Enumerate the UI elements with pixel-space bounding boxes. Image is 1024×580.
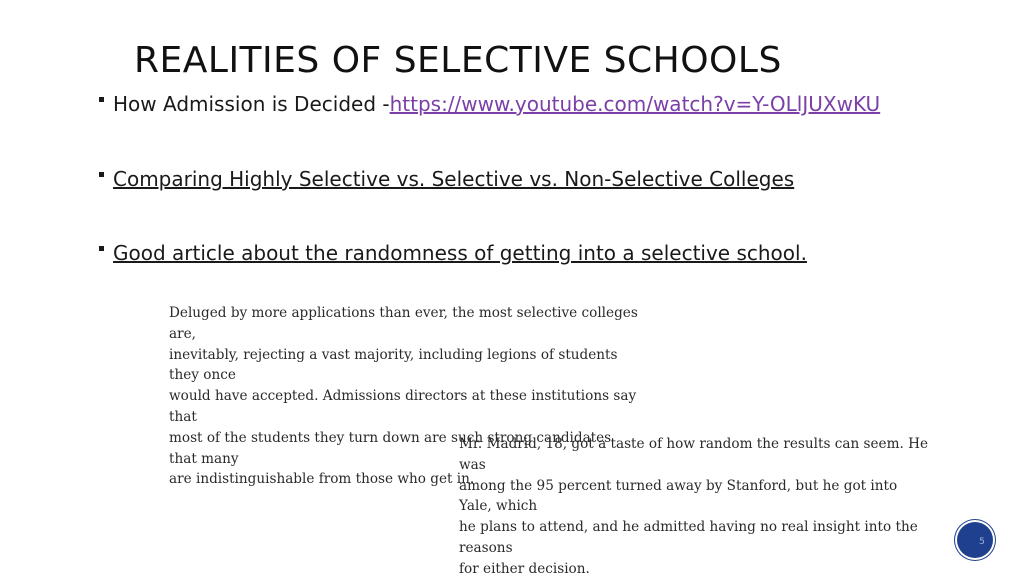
bullet-article xyxy=(99,241,807,265)
bullet-admission xyxy=(99,92,880,116)
article-excerpt-2: Mr. Madrid, 18, got a taste of how random the results can seem. He was among the 95 percent turned away by Stanford, but he got into Yale, which he plans to attend, and he admitted having no real insight into the reasons for either decision. xyxy=(459,436,929,577)
comparing-colleges-link[interactable]: Comparing Highly Selective vs. Selective vs. Non-Selective Colleges xyxy=(113,167,795,191)
bullet-square-icon xyxy=(99,246,104,251)
article-excerpt-1: Deluged by more applications than ever, the most selective colleges are, inevitably, rejecting a vast majority, including legions of students they once would have accepted. Admissions directors at these institutions say that most of the students they turn down are such strong candidates that many are indistinguishable from those who get in. xyxy=(169,305,638,488)
page-number: 5 xyxy=(979,537,985,547)
bullet-comparing xyxy=(99,167,794,191)
bullet-admission-label: How Admission is Decided - xyxy=(113,92,390,116)
bullet-square-icon xyxy=(99,172,104,177)
article-link[interactable]: Good article about the randomness of getting into a selective school. xyxy=(113,241,807,265)
slide-title: REALITIES OF SELECTIVE SCHOOLS xyxy=(134,40,782,81)
bullet-square-icon xyxy=(99,97,104,102)
youtube-link[interactable]: https://www.youtube.com/watch?v=Y-OLlJUXwKU xyxy=(389,92,881,116)
page-number-badge xyxy=(957,522,993,558)
